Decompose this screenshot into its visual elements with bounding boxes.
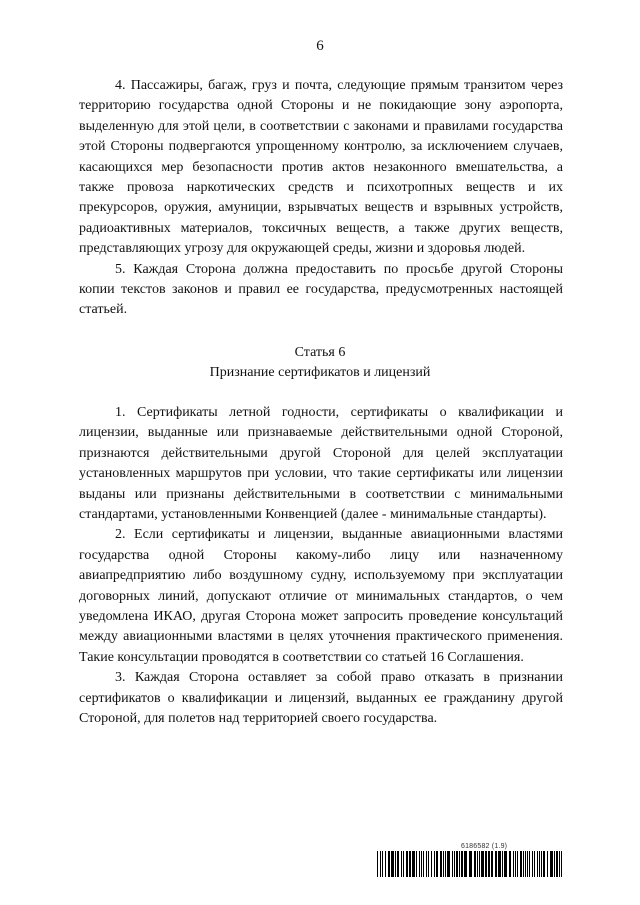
article-title: Признание сертификатов и лицензий <box>209 365 431 381</box>
article-heading <box>0 343 640 384</box>
paragraph-5: 5. Каждая Сторона должна предоставить по просьбе другой Стороны копии текстов законов и правил ее государства, предусмотренных настоящей статьей. <box>79 261 563 318</box>
page-number: 6 <box>316 38 324 54</box>
paragraph-3: 3. Каждая Сторона оставляет за собой право отказать в признании сертификатов о квалификации и лицензий, выданных ее гражданину другой Стороной, для полетов над территорией своего государства. <box>79 670 563 727</box>
paragraph-1: 1. Сертификаты летной годности, сертификаты о квалификации и лицензии, выданные или признаваемые действительными одной Стороной, признаются действительными другой Стороной для целей эксплуатации установленных маршрутов при условии, что такие сертификаты или лицензии выданы или признаны действительными в соответствии с минимальными стандартами, установленными Конвенцией (далее - минимальные стандарты). <box>79 405 563 523</box>
paragraph-4: 4. Пассажиры, багаж, груз и почта, следующие прямым транзитом через территорию государства одной Стороны и не покидающие зону аэропорта, выделенную для этой цели, в соответствии с законами и правилами государства этой Стороны подвергаются упрощенному контролю, за исключением случаев, касающихся мер безопасности против актов незаконного вмешательства, а также провоза наркотических средств и психотропных веществ и их прекурсоров, оружия, амуниции, взрывчатых веществ и взрывных устройств, радиоактивных материалов, токсичных веществ, а также других веществ, представляющих угрозу для окружающей среды, жизни и здоровья людей. <box>79 78 563 257</box>
barcode-icon <box>377 851 563 877</box>
section-article-5-continued <box>79 76 563 321</box>
paragraph-2: 2. Если сертификаты и лицензии, выданные авиационными властями государства одной Стороны какому-либо лицу или назначенному авиапредприятию либо воздушному судну, используемому при эксплуатации договорных линий, допускают отличие от минимальных стандартов, о чем уведомлена ИКАО, другая Сторона может запросить проведение консультаций между авиационными властями в целях уточнения практического применения. Такие консультации проводятся в соответствии со статьей 16 Соглашения. <box>79 527 563 665</box>
document-id: 6186582 (1.9) <box>461 843 508 850</box>
section-article-6 <box>79 403 563 730</box>
article-number: Статья 6 <box>294 345 346 360</box>
